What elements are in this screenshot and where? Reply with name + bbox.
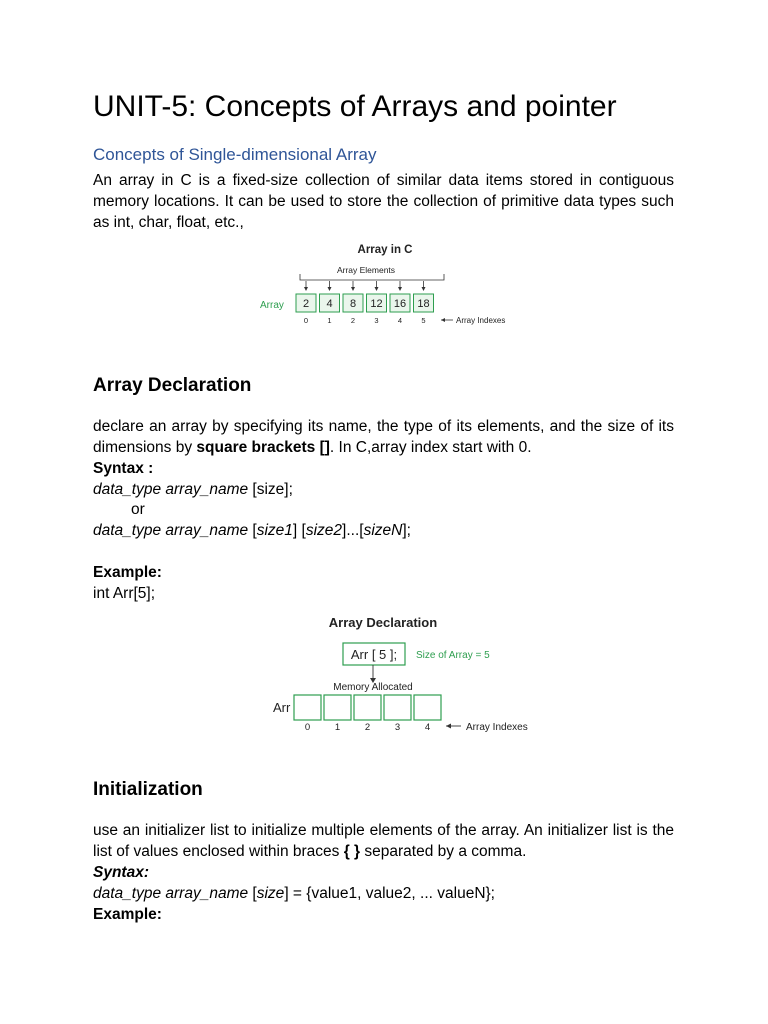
init-syntax-size: size [256,885,285,902]
declaration-text-2: . In C,array index start with 0. [329,439,532,456]
figure2-memory-label: Memory Allocated [333,682,413,693]
init-syntax-label: Syntax: [93,864,149,881]
figure1-arrow-head [304,287,308,291]
initialization-bold-text: { } [343,843,361,860]
declaration-paragraph [93,416,674,458]
syntax-line-1 [93,479,293,500]
initialization-text-2: separated by a comma. [360,843,527,860]
figure1-cell-value: 4 [326,298,333,310]
figure2-cell-box [414,695,441,720]
init-syntax-type-name: data_type array_name [93,885,249,902]
figure1-row-label: Array [260,300,284,311]
figure1-cells [296,294,434,312]
figure2-indexes [305,722,430,733]
figure1-index: 5 [421,316,426,325]
syntax2-b2: ] [ [292,522,306,539]
syntax2-b4: ]; [402,522,411,539]
declaration-text-1: declare an array by specifying its name, the type of its elements, and the size of its dimensions by [93,418,674,456]
figure1-index-arrow-head [441,318,445,322]
declaration-bold-text: square brackets [] [196,439,330,456]
syntax2-b1: [ [248,522,257,539]
section-heading-array-declaration: Array Declaration [93,375,252,396]
figure2-cell-box [354,695,381,720]
figure1-index: 1 [327,316,332,325]
syntax2-b3: ]...[ [342,522,364,539]
init-syntax-line [93,883,495,904]
figure2-row-label: Arr [273,700,291,715]
initialization-paragraph [93,820,674,862]
figure1-indexes [304,316,426,325]
syntax2-type-name: data_type array_name [93,522,249,539]
figure2-index: 0 [304,722,311,733]
figure2-title: Array Declaration [328,615,438,630]
example-code: int Arr[5]; [93,585,156,602]
figure2-size-label: Size of Array = 5 [416,650,490,661]
figure2-decl: Arr [ 5 ]; [350,647,398,662]
syntax-line-2 [93,520,411,541]
syntax-or: or [131,501,145,518]
array-in-c-figure [248,238,528,330]
page-title: UNIT-5: Concepts of Arrays and pointer [93,90,617,123]
init-syntax-b2: ] = {value1, value2, ... valueN}; [284,885,495,902]
figure1-arrow-head [375,287,379,291]
figure1-cell-value: 18 [417,298,430,310]
syntax2-sizeN: sizeN [363,522,403,539]
figure1-cell-value: 16 [393,298,407,310]
figure1-title: Array in C [357,244,413,256]
figure1-elements-label: Array Elements [336,265,396,275]
section-heading-single-dimensional: Concepts of Single-dimensional Array [93,145,377,164]
array-intro-paragraph: An array in C is a fixed-size collection of similar data items stored in contiguous memory locations. It can be used to store the collection of primitive data types such as int, char, float, etc., [93,172,674,231]
figure1-indexes-label: Array Indexes [456,316,506,325]
syntax1-type-name: data_type array_name [93,481,249,498]
figure1-arrow-head [422,287,426,291]
figure1-cell-value: 12 [370,298,383,310]
figure1-index: 0 [303,316,309,325]
figure2-index: 2 [364,722,371,733]
syntax2-size2: size2 [305,522,343,539]
syntax2-size1: size1 [256,522,293,539]
figure1-arrow-head [328,287,332,291]
figure2-cell-box [324,695,351,720]
figure1-index: 3 [374,316,379,325]
figure1-arrow-head [398,287,402,291]
syntax-label: Syntax : [93,460,154,477]
figure2-cell-box [384,695,411,720]
section-heading-initialization: Initialization [93,779,203,800]
figure1-cell-value: 2 [302,298,310,310]
figure2-cells [294,695,441,720]
figure2-index: 1 [334,722,341,733]
figure1-arrow-head [351,287,355,291]
figure1-arrows [304,281,426,291]
figure1-cell-value: 8 [349,298,357,310]
figure1-index: 2 [350,316,356,325]
figure2-index: 3 [394,722,401,733]
figure2-index-arrow-head [446,724,451,729]
figure2-indexes-label: Array Indexes [466,722,528,733]
syntax1-rest: [size]; [248,481,293,498]
initialization-text-1: use an initializer list to initialize multiple elements of the array. An initializer list is the list of values enclosed within braces [93,822,674,860]
example-label: Example: [93,564,162,581]
array-declaration-figure [263,610,563,740]
init-syntax-b1: [ [248,885,257,902]
init-example-label: Example: [93,906,162,923]
figure1-index: 4 [397,316,403,325]
figure2-cell-box [294,695,321,720]
figure2-index: 4 [424,722,431,733]
